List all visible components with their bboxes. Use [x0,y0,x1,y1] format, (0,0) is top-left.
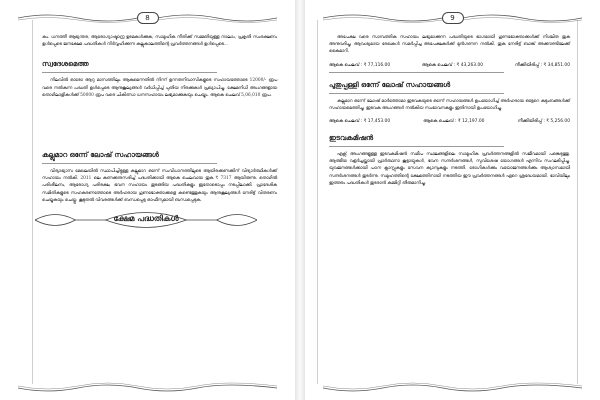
intro-paragraph: കം. ധനത്തീ ആഭ്യന്തര, ആരോഗ്യാഷ്ടാന്ദ്ര ഉടമകൾക്കുക, സാമൂഹിക നീതിക്ക് സമ്മതിയുള്ള നാലാം, പ്രകൃതി സംരക്ഷണം ഉൾപ്പെടെ ജനക്ഷേമ പദ്ധതികൾ നിർവ്വഹിക്കുന്ന കല്ലുകാലത്തിന്റെ പ്രവർത്തനങ്ങൾ ഉൾപ്പെടെ... [42,35,277,48]
left-margin-line [32,20,33,384]
amount-total: ആകെ ചെലവ് : ₹ 17,453.00 [329,119,391,125]
heading-rule [329,146,504,147]
amount-balance: നീക്കിയിരിപ്പ് : ₹ 34,851.00 [514,62,570,68]
right-content [329,34,570,374]
section-paragraph: നിലവിൽ ഓരോ ആറു മാസത്തിലും ആകുമെന്നതിൽ നിന്ന് ഉന്നതനിവാസികളുടെ സഹായത്തോടെ 12000/- രൂപ വരെ നൽകുന്ന പദ്ധതി ഉൾപ്പെടെ ആനുകൂല്യങ്ങൾ വർധിപ്പിച്ച് പുതിയ നിരക്കുകൾ പ്രഖ്യാപിച്ചു. ക്ഷേമനിധി അംഗങ്ങളായ തൊഴിലാളികൾക്ക് 50000 രൂപ വരെ ചികിത്സാ ധനസഹായം ലഭ്യമാക്കുകയും ചെയ്യും. ആകെ ചെലവ് 5,06,010 രൂപ. [42,78,277,98]
section-paragraph: എക്സ് അംഗങ്ങളുള്ള ഇടവകമിഷൻ സമീപ സ്ഥലങ്ങളിലെ സാമൂഹിക പ്രവർത്തനങ്ങളിൽ സജീവമായി പങ്കെടുത്തു. ആത്മീയ വളർച്ചയ്ക്കായി പ്രാർത്ഥനാ കൂട്ടായ്മകൾ, ഭവന സന്ദർശനങ്ങൾ, സുവിശേഷ യോഗങ്ങൾ എന്നിവ സംഘടിപ്പിച്ചു. യുവജനങ്ങൾക്കായി പഠന ക്ലാസ്സുകളും സേവന ക്യാമ്പുകളും നടത്തി. രോഗികൾക്കും വയോജനങ്ങൾക്കും ആശ്വാസമായി സന്ദർശനങ്ങൾ തുടർന്നു. സമൂഹത്തിന്റെ ക്ഷേമത്തിനായി നടത്തിയ ഈ പ്രവർത്തനങ്ങൾ ഏറെ ശ്രദ്ധേയമായി. ഭാവിയിലും ഇത്തരം പദ്ധതികൾ തുടരാൻ കമ്മിറ്റി തീരുമാനിച്ചു. [329,152,570,186]
heading-rule [42,72,217,73]
top-ornament [323,12,582,24]
top-paragraph: അപേക്ഷ വരെ സാമ്പത്തിക സഹായം ലഭ്യമാക്കുന്ന പദ്ധതിയുടെ ഭാഗമായി ഗുണഭോക്താക്കൾക്ക് നിശ്ചിത തുക അനുവദിച്ചു. ആവശ്യമായ രേഖകൾ സമർപ്പിച്ച അപേക്ഷകർക്ക് മുൻഗണന നൽകി. തുക നേരിട്ട് ബാങ്ക് അക്കൗണ്ടിലേക്ക് കൈമാറി. [329,35,570,55]
section-heading: സ്വദേശമെത്ത [42,60,89,69]
amount-balance: നീക്കിയിരിപ്പ് : ₹ 5,256.00 [517,119,570,125]
bottom-ornament [18,382,277,394]
top-ornament [18,12,277,24]
amount-spent: ആകെ ചെലവ് : ₹ 43,263.00 [421,62,484,68]
amount-total: ആകെ ചെലവ് : ₹ 77,116.00 [329,62,391,68]
page-number: 9 [442,12,464,24]
section-heading: കല്ലുമാറ ഒന്നേ് ലോഷ് സഹായങ്ങൾ [42,151,159,160]
amounts-row [329,62,570,68]
page-number: 8 [137,12,159,24]
right-page [305,0,600,400]
right-margin-line-left [317,20,318,384]
heading-rule [329,93,504,94]
amount-spent: ആകെ ചെലവ് : ₹ 12,197.00 [423,119,485,125]
heading-rule [42,163,217,164]
section-heading: പുതുപ്പള്ളി ഒന്നേ് ലോഷ് സഹായങ്ങൾ [329,80,451,89]
banner-title: ക്ഷേമ പദ്ധതികൾ [113,214,179,223]
section-banner [35,205,257,235]
section-heading: ഇടവകമിഷൻ [329,134,374,143]
section-paragraph: വിദ്യാഭ്യാസ മേഖലയിൽ സ്ഥാപിച്ചിട്ടുള്ള കല്ലുമാറ ഒന്നേ് സംവിധാനത്തിലൂടെ ആയിരക്കണക്കിന് വിദ്യാർത്ഥികൾക്ക് സഹായം നൽകി. 2011 ലെ കണക്കനുസരിച്ച് പദ്ധതിക്കായി ആകെ ചെലവായ തുക ₹ 7317 ആയിരുന്നു. തൊഴിൽ പരിശീലനം, ആരോഗ്യ പരിരക്ഷ, ഭവന സഹായം തുടങ്ങിയ പദ്ധതികളും ഇതോടൊപ്പം നടപ്പിലാക്കി. പ്രാദേശിക സമിതികളുടെ സഹകരണത്തോടെ അർഹരായ ഗുണഭോക്താക്കളെ കണ്ടെത്തുകയും ആനുകൂല്യങ്ങൾ നേരിട്ട് വിതരണം ചെയ്യുകയും ചെയ്തു. കൂടുതൽ വിവരങ്ങൾക്ക് ബന്ധപ്പെട്ട ഓഫീസുമായി ബന്ധപ്പെടുക. [42,169,277,203]
section-rule [329,72,504,73]
left-page [0,0,295,400]
section-paragraph: കല്ലുമാറ ഒന്നേ് ലോഷ് മാർത്തോമാ ഇടവകയുടെ ഒന്നേ് സഹായങ്ങൾ ഉപയോഗിച്ച് അർഹരായ ഒട്ടേറെ കുടുംബങ്ങൾക്ക് സഹായമെത്തിച്ചു. ഇടവക അംഗങ്ങൾ നൽകിയ സംഭാവനകളും ഇതിനായി ഉപയോഗിച്ചു. [329,98,570,111]
right-margin-line-right [577,20,578,384]
left-content [42,34,277,374]
bottom-ornament [323,382,582,394]
amounts-row [329,118,570,124]
book-gutter [295,0,305,400]
